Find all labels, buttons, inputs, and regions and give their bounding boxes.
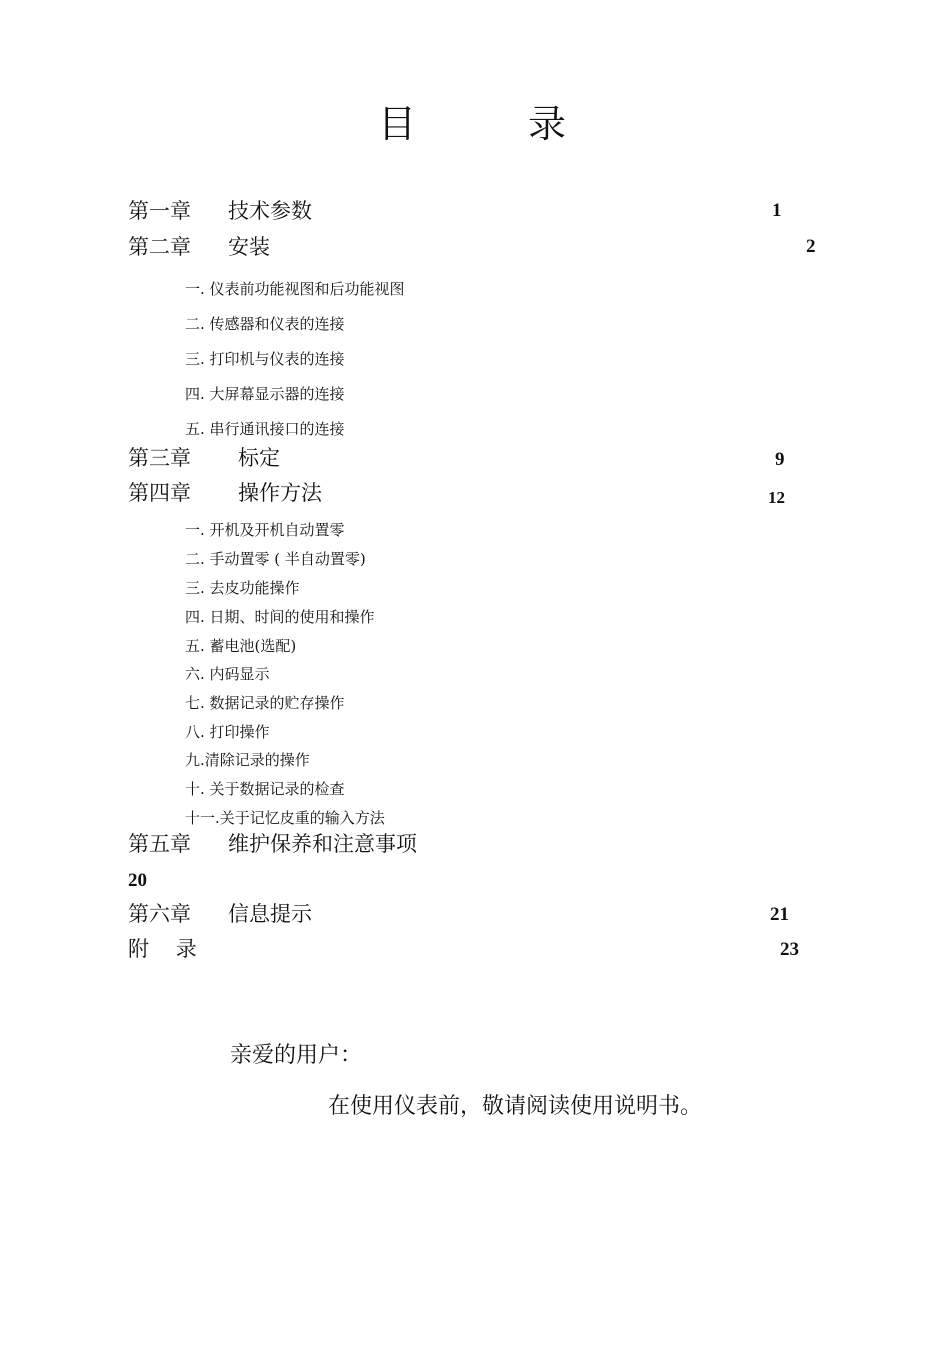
toc-subitem: 一. 开机及开机自动置零: [185, 521, 345, 539]
toc-subitem: 三. 打印机与仪表的连接: [185, 350, 345, 368]
title-char-1: 目: [378, 102, 417, 146]
toc-subitem: 二. 传感器和仪表的连接: [185, 315, 345, 333]
toc-subitem: 四. 大屏幕显示器的连接: [185, 385, 345, 403]
toc-subitem: 七. 数据记录的贮存操作: [185, 694, 345, 712]
toc-subitem: 三. 去皮功能操作: [185, 579, 300, 597]
chapter-name: 技术参数: [228, 199, 312, 223]
toc-subitem: 五. 蓄电池(选配): [185, 637, 297, 655]
toc-subitem: 一. 仪表前功能视图和后功能视图: [185, 280, 405, 298]
chapter-name: 安装: [228, 235, 270, 259]
appendix-page: 23: [780, 939, 799, 960]
toc-chapter-6: [128, 900, 828, 928]
chapter-label: 第三章: [128, 446, 191, 470]
toc-subitem: 二. 手动置零 ( 半自动置零): [185, 550, 366, 568]
chapter-label: 第二章: [128, 235, 191, 259]
chapter-5-page: 20: [128, 870, 147, 891]
toc-subitem: 八. 打印操作: [185, 723, 270, 741]
toc-chapter-5: [128, 830, 828, 858]
toc-subitem: 九.清除记录的操作: [185, 751, 310, 769]
toc-subitem: 五. 串行通讯接口的连接: [185, 420, 345, 438]
chapter-name: 维护保养和注意事项: [228, 832, 417, 856]
toc-appendix: [128, 935, 428, 963]
toc-subitem: 六. 内码显示: [185, 665, 270, 683]
toc-subitem: 十. 关于数据记录的检查: [185, 780, 345, 798]
chapter-label: 第六章: [128, 902, 191, 926]
toc-subitem: 四. 日期、时间的使用和操作: [185, 608, 375, 626]
chapter-3-page: 9: [775, 449, 785, 470]
appendix-label: 附 录: [128, 937, 197, 961]
toc-subitem: 十一.关于记忆皮重的输入方法: [185, 809, 385, 827]
chapter-label: 第四章: [128, 481, 191, 505]
greeting-salutation: 亲爱的用户：: [230, 1043, 363, 1068]
chapter-name: 标定: [238, 446, 280, 470]
toc-chapter-1: [128, 197, 828, 225]
chapter-2-page: 2: [806, 236, 816, 257]
chapter-1-page: 1: [772, 200, 782, 221]
chapter-label: 第五章: [128, 832, 191, 856]
chapter-name: 操作方法: [238, 481, 322, 505]
title-char-2: 录: [528, 102, 567, 146]
greeting-message: 在使用仪表前，敬请阅读使用说明书。: [328, 1094, 703, 1119]
toc-chapter-3: [128, 444, 828, 472]
chapter-label: 第一章: [128, 199, 191, 223]
chapter-name: 信息提示: [228, 902, 312, 926]
chapter-6-page: 21: [770, 904, 789, 925]
chapter-4-page: 12: [768, 488, 785, 507]
toc-chapter-2: [128, 233, 828, 261]
toc-chapter-4: [128, 479, 828, 507]
toc-title: [0, 98, 950, 158]
